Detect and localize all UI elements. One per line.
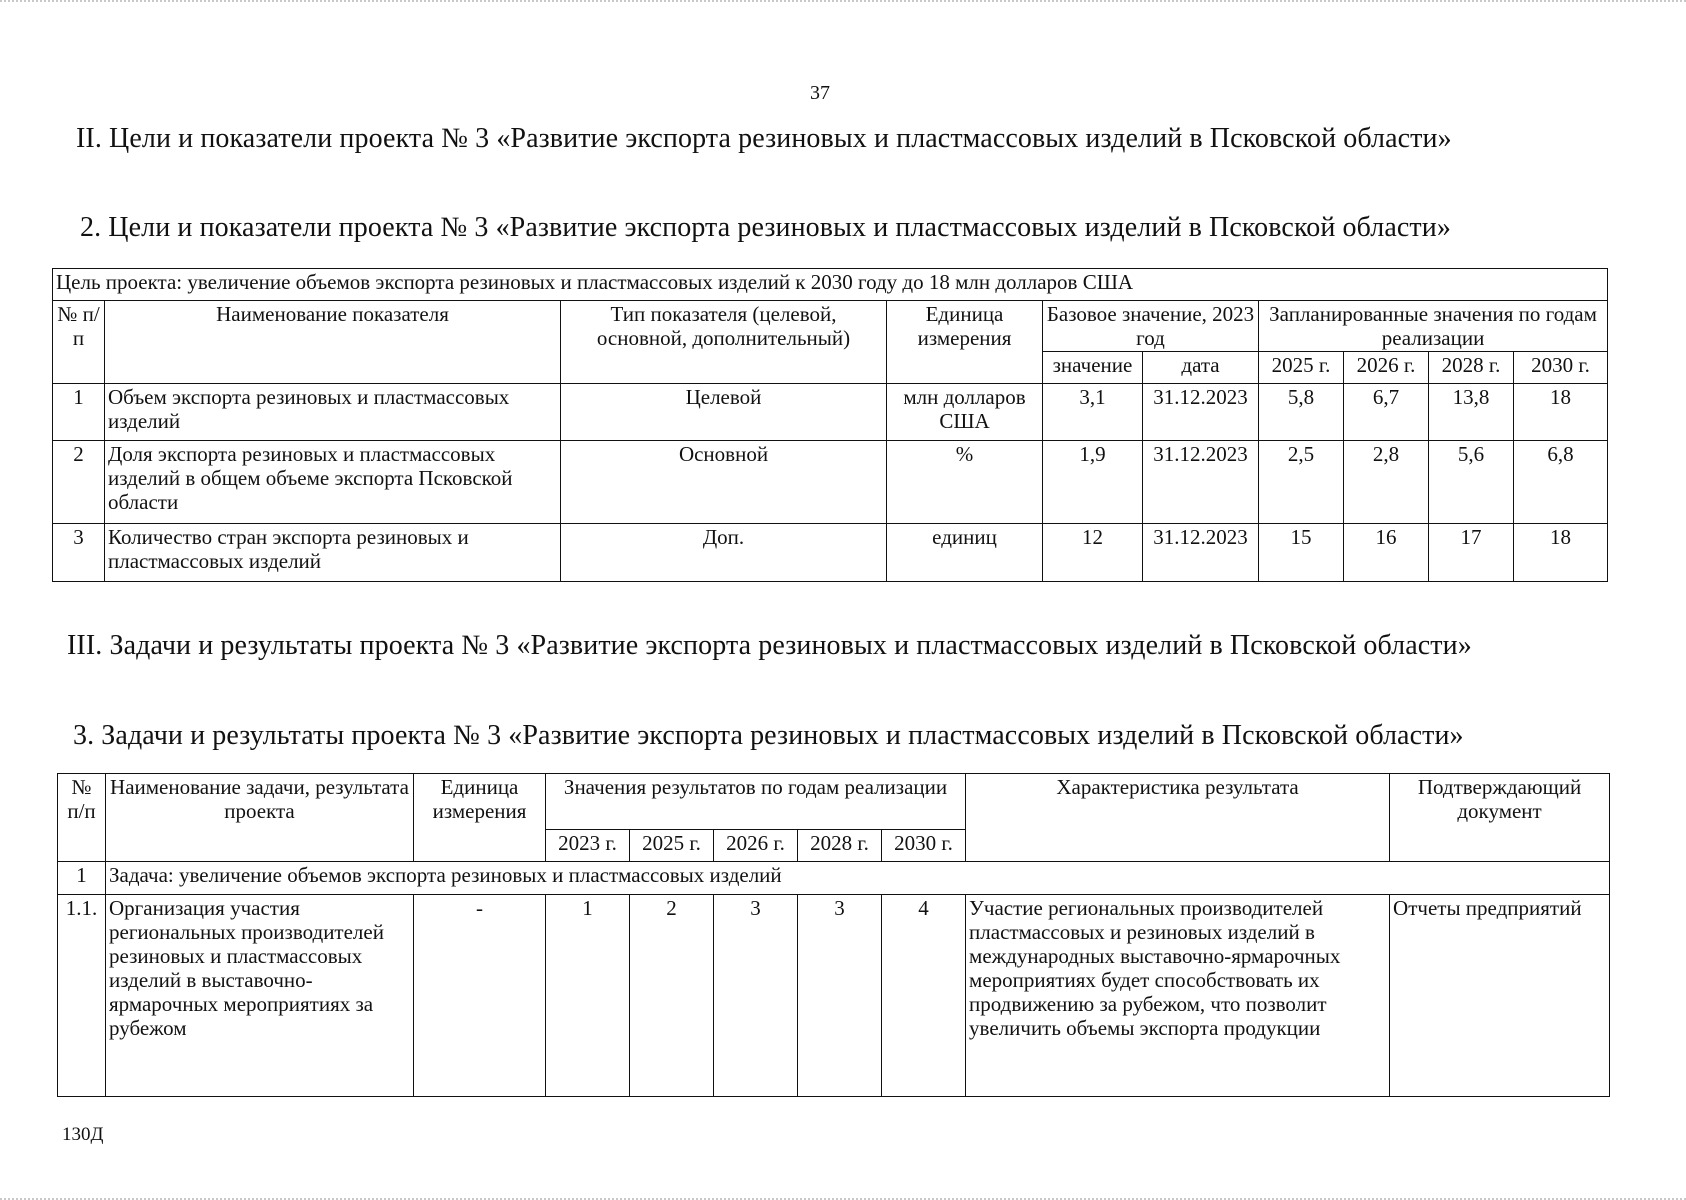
section-2-heading: II. Цели и показатели проекта № 3 «Развитие экспорта резиновых и пластмассовых изделий в Псковской области»	[76, 123, 1452, 154]
header-year: 2030 г.	[882, 830, 966, 862]
value-2025: 2,5	[1259, 441, 1344, 524]
result-name: Организация участия региональных производителей резиновых и пластмассовых изделий в выставочно-ярмарочных мероприятиях за рубежом	[106, 895, 414, 1097]
header-unit: Единица измерения	[887, 301, 1043, 384]
goal-row	[53, 269, 1608, 301]
section-3-heading: III. Задачи и результаты проекта № 3 «Развитие экспорта резиновых и пластмассовых изделий в Псковской области»	[67, 630, 1472, 661]
value-2028: 5,6	[1429, 441, 1514, 524]
value-2030: 18	[1514, 384, 1608, 441]
header-base-value: Базовое значение, 2023 год	[1043, 301, 1259, 352]
row-num: 1.1.	[58, 895, 106, 1097]
header-indicator-name: Наименование показателя	[105, 301, 561, 384]
header-year: 2030 г.	[1514, 352, 1608, 384]
header-planned-values: Запланированные значения по годам реализации	[1259, 301, 1608, 352]
indicators-table	[52, 268, 1608, 582]
indicator-type: Основной	[561, 441, 887, 524]
header-row-1	[53, 301, 1608, 352]
indicator-unit: %	[887, 441, 1043, 524]
value-2026: 3	[714, 895, 798, 1097]
result-unit: -	[414, 895, 546, 1097]
header-document: Подтверждающий документ	[1390, 774, 1610, 862]
base-value: 3,1	[1043, 384, 1143, 441]
value-2026: 2,8	[1344, 441, 1429, 524]
header-year: 2028 г.	[1429, 352, 1514, 384]
table-row	[53, 524, 1608, 582]
value-2023: 1	[546, 895, 630, 1097]
indicator-type: Целевой	[561, 384, 887, 441]
base-value: 1,9	[1043, 441, 1143, 524]
scan-edge-bottom	[0, 1193, 1686, 1200]
header-task-name: Наименование задачи, результата проекта	[106, 774, 414, 862]
value-2030: 6,8	[1514, 441, 1608, 524]
scan-edge-top	[0, 0, 1686, 7]
indicator-name: Объем экспорта резиновых и пластмассовых изделий	[105, 384, 561, 441]
row-num: 2	[53, 441, 105, 524]
header-year: 2025 г.	[1259, 352, 1344, 384]
indicator-type: Доп.	[561, 524, 887, 582]
base-value: 12	[1043, 524, 1143, 582]
value-2025: 2	[630, 895, 714, 1097]
indicator-unit: единиц	[887, 524, 1043, 582]
table-2-title: 2. Цели и показатели проекта № 3 «Развитие экспорта резиновых и пластмассовых изделий в Псковской области»	[80, 212, 1451, 243]
task-row	[58, 862, 1610, 895]
indicator-name: Доля экспорта резиновых и пластмассовых изделий в общем объеме экспорта Псковской области	[105, 441, 561, 524]
row-num: 1	[53, 384, 105, 441]
task-num: 1	[58, 862, 106, 895]
tasks-table	[57, 773, 1610, 1097]
header-year: 2023 г.	[546, 830, 630, 862]
result-characteristic: Участие региональных производителей пластмассовых и резиновых изделий в международных выставочно-ярмарочных мероприятиях будет способствовать их продвижению за рубежом, что позволит увеличить объемы экспорта продукции	[966, 895, 1390, 1097]
indicator-name: Количество стран экспорта резиновых и пластмассовых изделий	[105, 524, 561, 582]
row-num: 3	[53, 524, 105, 582]
confirming-document: Отчеты предприятий	[1390, 895, 1610, 1097]
header-result-values: Значения результатов по годам реализации	[546, 774, 966, 830]
header-year: 2025 г.	[630, 830, 714, 862]
header-base-znachenie: значение	[1043, 352, 1143, 384]
header-characteristic: Характеристика результата	[966, 774, 1390, 862]
header-row-1	[58, 774, 1610, 830]
value-2025: 15	[1259, 524, 1344, 582]
task-text: Задача: увеличение объемов экспорта резиновых и пластмассовых изделий	[106, 862, 1610, 895]
document-code: 130Д	[62, 1124, 104, 1145]
table-row	[53, 441, 1608, 524]
value-2028: 3	[798, 895, 882, 1097]
page-number: 37	[810, 82, 830, 104]
header-year: 2026 г.	[1344, 352, 1429, 384]
base-date: 31.12.2023	[1143, 384, 1259, 441]
header-num: № п/п	[53, 301, 105, 384]
base-date: 31.12.2023	[1143, 524, 1259, 582]
header-base-date: дата	[1143, 352, 1259, 384]
value-2028: 17	[1429, 524, 1514, 582]
value-2028: 13,8	[1429, 384, 1514, 441]
table-row	[53, 384, 1608, 441]
header-year: 2026 г.	[714, 830, 798, 862]
header-num: № п/п	[58, 774, 106, 862]
value-2026: 6,7	[1344, 384, 1429, 441]
header-year: 2028 г.	[798, 830, 882, 862]
table-3-title: 3. Задачи и результаты проекта № 3 «Развитие экспорта резиновых и пластмассовых изделий в Псковской области»	[73, 720, 1464, 751]
value-2030: 18	[1514, 524, 1608, 582]
value-2026: 16	[1344, 524, 1429, 582]
header-unit: Единица измерения	[414, 774, 546, 862]
indicator-unit: млн долларов США	[887, 384, 1043, 441]
project-goal: Цель проекта: увеличение объемов экспорта резиновых и пластмассовых изделий к 2030 году до 18 млн долларов США	[53, 269, 1608, 301]
value-2025: 5,8	[1259, 384, 1344, 441]
header-indicator-type: Тип показателя (целевой, основной, дополнительный)	[561, 301, 887, 384]
table-row	[58, 895, 1610, 1097]
value-2030: 4	[882, 895, 966, 1097]
base-date: 31.12.2023	[1143, 441, 1259, 524]
